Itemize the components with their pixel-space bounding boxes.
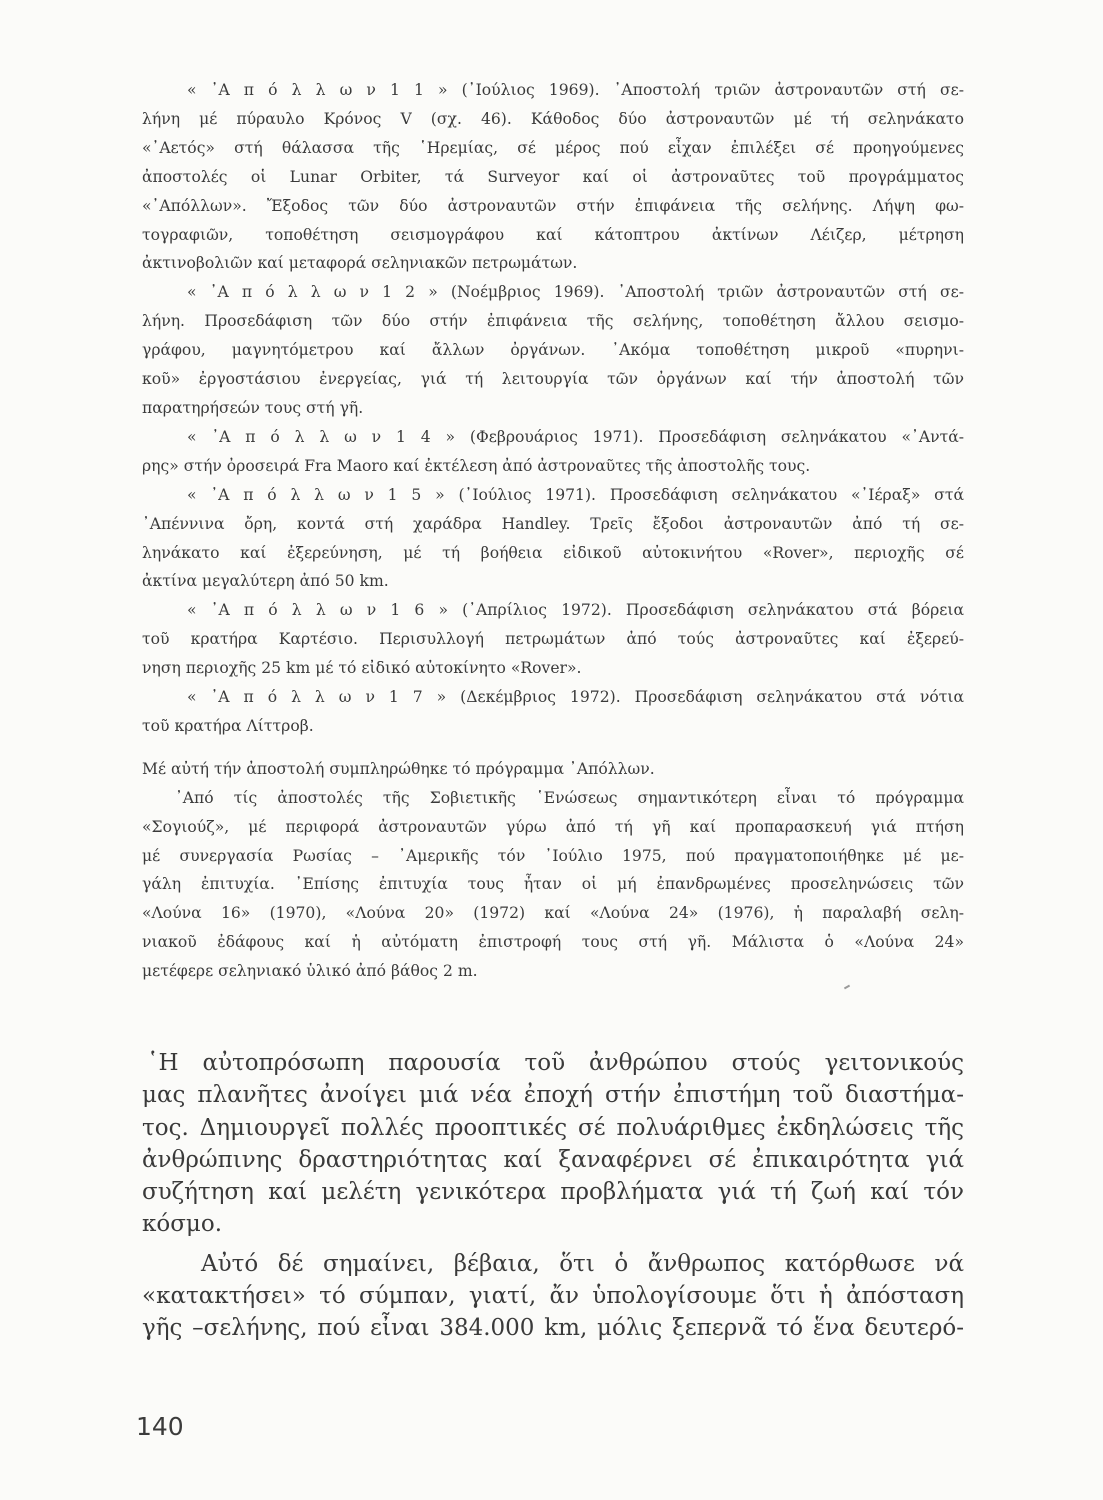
text-line: γῆς –σελήνης, πού εἶναι 384.000 km, μόλις ξεπερνᾶ τό ἕνα δευτερό-: [142, 1315, 964, 1342]
paragraph-apollo-16: [142, 596, 964, 683]
paragraph-apollo-14: [142, 423, 964, 481]
page-number: 140: [136, 1412, 184, 1441]
paragraph-apollo-17: [142, 683, 964, 741]
text-line: Αὐτό δέ σημαίνει, βέβαια, ὅτι ὁ ἄνθρωπος κατόρθωσε νά: [201, 1250, 964, 1277]
text-line: τοῦ κρατήρα Λίττροβ.: [142, 716, 314, 735]
text-line: ἀνθρώπινης δραστηριότητας καί ξαναφέρνει σέ ἐπικαιρότητα γιά: [142, 1146, 964, 1173]
text-line: « ᾿Α π ό λ λ ω ν 1 6 » (᾿Απρίλιος 1972). Προσεδάφιση σεληνάκατου στά βόρεια: [187, 601, 964, 620]
text-line: ρης» στήν ὀροσειρά Fra Maoro καί ἐκτέλεση ἀπό ἀστροναῦτες τῆς ἀποστολῆς τους.: [142, 456, 811, 475]
text-line: « ᾿Α π ό λ λ ω ν 1 5 » (᾿Ιούλιος 1971). Προσεδάφιση σεληνάκατου «᾿Ιέραξ» στά: [187, 485, 964, 504]
text-line: νιακοῦ ἐδάφους καί ἡ αὐτόματη ἐπιστροφή τους στή γῆ. Μάλιστα ὁ «Λούνα 24»: [142, 933, 964, 952]
text-line: «᾿Αετός» στή θάλασσα τῆς ῾Ηρεμίας, σέ μέρος πού εἶχαν ἐπιλέξει σέ προηγούμενες: [142, 138, 964, 157]
text-line: τοῦ κρατήρα Καρτέσιο. Περισυλλογή πετρωμάτων ἀπό τούς ἀστροναῦτες καί ἐξερεύ-: [142, 630, 964, 649]
text-line: λήνη. Προσεδάφιση τῶν δύο στήν ἐπιφάνεια τῆς σελήνης, τοποθέτηση ἄλλου σεισμο-: [142, 312, 964, 331]
text-line: κόσμο.: [142, 1211, 223, 1238]
text-line: συζήτηση καί μελέτη γενικότερα προβλήματα γιά τή ζωή καί τόν: [142, 1179, 964, 1206]
text-line: « ᾿Α π ό λ λ ω ν 1 2 » (Νοέμβριος 1969). ᾿Αποστολή τριῶν ἀστροναυτῶν στή σε-: [187, 283, 964, 302]
paragraph-soviet-programs: [142, 784, 964, 986]
text-line: λήνη μέ πύραυλο Κρόνος V (σχ. 46). Κάθοδος δύο ἀστροναυτῶν μέ τή σεληνάκατο: [142, 109, 964, 128]
text-line: τος. Δημιουργεῖ πολλές προοπτικές σέ πολυάριθμες ἐκδηλώσεις τῆς: [142, 1114, 964, 1141]
text-line: « ᾿Α π ό λ λ ω ν 1 1 » (᾿Ιούλιος 1969). ᾿Αποστολή τριῶν ἀστροναυτῶν στή σε-: [187, 81, 964, 99]
small-print-section: [142, 76, 964, 986]
text-line: γάλη ἐπιτυχία. ᾿Επίσης ἐπιτυχία τους ἦταν οἱ μή ἐπανδρωμένες προσεληνώσεις τῶν: [142, 875, 964, 894]
paragraph-apollo-12: [142, 278, 964, 423]
text-line: «᾿Απόλλων». Ἔξοδος τῶν δύο ἀστροναυτῶν στήν ἐπιφάνεια τῆς σελήνης. Λήψη φω-: [142, 196, 964, 215]
text-line: ἀκτίνα μεγαλύτερη ἀπό 50 km.: [142, 572, 389, 591]
text-line: μέ συνεργασία Ρωσίας – ᾿Αμερικῆς τόν ᾿Ιούλιο 1975, πού πραγματοποιήθηκε μέ με-: [142, 846, 964, 865]
text-line: νηση περιοχῆς 25 km μέ τό εἰδικό αὐτοκίνητο «Rover».: [142, 659, 582, 678]
text-line: γράφου, μαγνητόμετρου καί ἄλλων ὀργάνων. ᾿Ακόμα τοποθέτηση μικροῦ «πυρηνι-: [142, 341, 964, 360]
text-line: κοῦ» ἐργοστάσιου ἐνεργείας, γιά τή λειτουργία τῶν ὀργάνων καί τήν ἀποστολή τῶν: [142, 370, 964, 389]
paragraph-apollo-15: [142, 481, 964, 597]
text-line: ᾿Απέννινα ὄρη, κοντά στή χαράδρα Handley. Τρεῖς ἔξοδοι ἀστροναυτῶν ἀπό τή σε-: [142, 514, 964, 533]
text-line: ῾Η αὐτοπρόσωπη παρουσία τοῦ ἀνθρώπου στούς γειτονικούς: [147, 1050, 964, 1076]
text-line: «Σογιούζ», μέ περιφορά ἀστροναυτῶν γύρω ἀπό τή γῆ καί προπαρασκευή γιά πτήση: [142, 817, 964, 836]
large-print-section: [142, 1047, 964, 1345]
text-line: « ᾿Α π ό λ λ ω ν 1 4 » (Φεβρουάριος 1971). Προσεδάφιση σεληνάκατου «᾿Αντά-: [187, 427, 964, 446]
paragraph-apollo-conclusion: [142, 755, 964, 784]
text-line: ἀκτινοβολιῶν καί μεταφορά σεληνιακῶν πετρωμάτων.: [142, 254, 578, 273]
text-line: παρατηρήσεών τους στή γῆ.: [142, 398, 364, 417]
paragraph-human-presence: [142, 1047, 964, 1241]
text-line: ᾿Από τίς ἀποστολές τῆς Σοβιετικῆς ῾Ενώσεως σημαντικότερη εἶναι τό πρόγραμμα: [175, 788, 964, 807]
text-line: Μέ αὐτή τήν ἀποστολή συμπληρώθηκε τό πρόγραμμα ᾿Απόλλων.: [142, 759, 655, 778]
text-line: ἀποστολές οἱ Lunar Orbiter, τά Surveyor καί οἱ ἀστροναῦτες τοῦ προγράμματος: [142, 167, 964, 186]
text-line: μετέφερε σεληνιακό ὑλικό ἀπό βάθος 2 m.: [142, 962, 478, 981]
text-line: « ᾿Α π ό λ λ ω ν 1 7 » (Δεκέμβριος 1972). Προσεδάφιση σεληνάκατου στά νότια: [187, 688, 964, 707]
text-line: «Λούνα 16» (1970), «Λούνα 20» (1972) καί «Λούνα 24» (1976), ἡ παραλαβή σελη-: [142, 904, 964, 923]
text-line: μας πλανῆτες ἀνοίγει μιά νέα ἐποχή στήν ἐπιστήμη τοῦ διαστήμα-: [142, 1082, 964, 1109]
text-line: τογραφιῶν, τοποθέτηση σεισμογράφου καί κάτοπτρου ἀκτίνων Λέιζερ, μέτρηση: [142, 225, 964, 244]
text-line: ληνάκατο καί ἐξερεύνηση, μέ τή βοήθεια εἰδικοῦ αὐτοκινήτου «Rover», περιοχῆς σέ: [142, 543, 964, 562]
paragraph-apollo-11: [142, 76, 964, 278]
paragraph-conquest: [142, 1248, 964, 1345]
text-line: «κατακτήσει» τό σύμπαν, γιατί, ἄν ὑπολογίσουμε ὅτι ἡ ἀπόσταση: [142, 1283, 964, 1310]
